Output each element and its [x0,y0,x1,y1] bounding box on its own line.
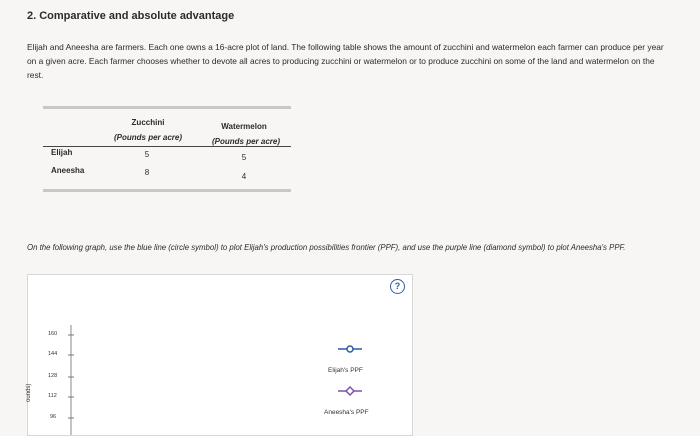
elijah-zucchini: 5 [144,150,150,159]
section-heading: 2. Comparative and absolute advantage [27,10,235,22]
circle-symbol-icon[interactable] [347,346,353,352]
y-tick-label: 96 [50,414,57,420]
table-header-rule [43,146,291,147]
zucchini-header: Zucchini [131,118,165,127]
elijah-watermelon: 5 [241,153,247,162]
table-bottom-rule [43,189,291,192]
production-table [43,106,291,192]
table-top-rule [43,106,291,109]
diamond-symbol-icon[interactable] [346,387,354,395]
legend-label-aneesha: Aneesha's PPF [324,409,369,416]
problem-description: Elijah and Aneesha are farmers. Each one owns a 16-acre plot of land. The following table shows the amount of zucchini and watermelon each farmer can produce per year on a given acre. Each farmer chooses whether to devote all acres to producing zucchini or watermelon or to produce zucchini on some of the land and watermelon on the rest. [27,42,664,80]
zucchini-unit-header: (Pounds per acre) [113,133,182,142]
graph-instructions: On the following graph, use the blue line (circle symbol) to plot Elijah's production possibilities frontier (PPF), and use the purple line (diamond symbol) to plot Aneesha's PPF. [27,243,626,252]
watermelon-unit-header: (Pounds per acre) [211,137,280,146]
aneesha-watermelon: 4 [241,172,247,181]
watermelon-header: Watermelon [221,122,267,131]
y-tick-label: 160 [48,331,58,337]
legend-label-elijah: Elijah's PPF [328,367,363,374]
ppf-graph-panel[interactable] [27,274,413,436]
row-label-elijah: Elijah [51,148,73,157]
y-axis-label: ounds) [26,383,32,402]
y-tick-label: 144 [48,351,58,357]
aneesha-zucchini: 8 [144,168,150,177]
row-label-aneesha: Aneesha [51,166,85,175]
help-icon[interactable]: ? [390,279,405,294]
y-tick-label: 128 [48,373,58,379]
y-tick-label: 112 [48,393,57,399]
